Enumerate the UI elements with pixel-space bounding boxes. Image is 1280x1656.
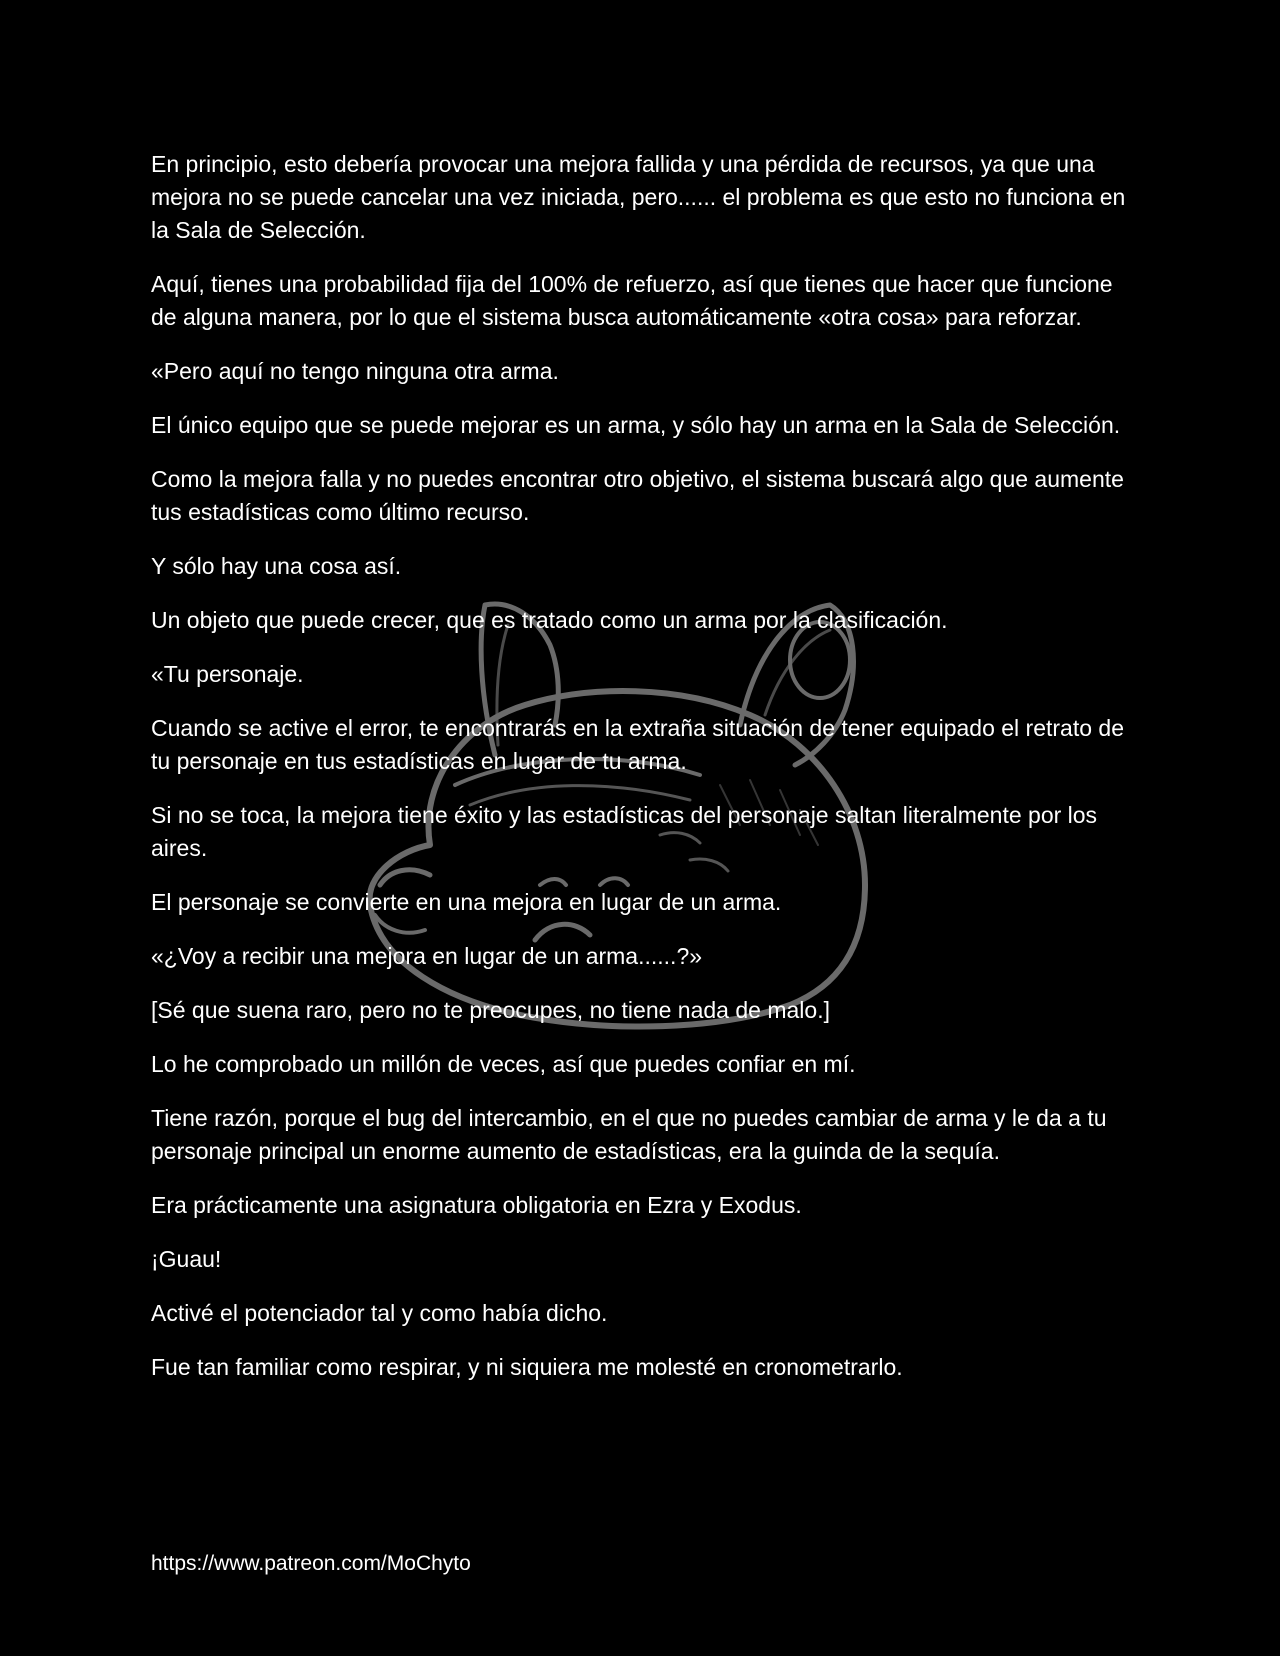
- paragraph: Cuando se active el error, te encontrarás en la extraña situación de tener equipado el retrato de tu personaje en tus estadísticas en lugar de tu arma.: [151, 715, 1124, 774]
- paragraph: Aquí, tienes una probabilidad fija del 100% de refuerzo, así que tienes que hacer que funcione de alguna manera, por lo que el sistema busca automáticamente «otra cosa» para reforzar.: [151, 271, 1113, 330]
- paragraph: Un objeto que puede crecer, que es tratado como un arma por la clasificación.: [151, 607, 948, 633]
- paragraph: ¡Guau!: [151, 1246, 222, 1272]
- paragraph: El único equipo que se puede mejorar es un arma, y sólo hay un arma en la Sala de Selección.: [151, 412, 1121, 438]
- patreon-link[interactable]: https://www.patreon.com/MoChyto: [151, 1552, 471, 1575]
- paragraph: Y sólo hay una cosa así.: [151, 553, 402, 579]
- paragraph: Tiene razón, porque el bug del intercambio, en el que no puedes cambiar de arma y le da a tu personaje principal un enorme aumento de estadísticas, era la guinda de la sequía.: [151, 1105, 1107, 1164]
- paragraph: El personaje se convierte en una mejora en lugar de un arma.: [151, 889, 782, 915]
- paragraph: Activé el potenciador tal y como había dicho.: [151, 1300, 608, 1326]
- paragraph: «¿Voy a recibir una mejora en lugar de un arma......?»: [151, 943, 703, 969]
- paragraph: Si no se toca, la mejora tiene éxito y las estadísticas del personaje saltan literalmente por los aires.: [151, 802, 1098, 861]
- paragraph: Fue tan familiar como respirar, y ni siquiera me molesté en cronometrarlo.: [151, 1354, 903, 1380]
- chapter-text: [151, 148, 1131, 1405]
- paragraph: «Pero aquí no tengo ninguna otra arma.: [151, 358, 559, 384]
- paragraph: Era prácticamente una asignatura obligatoria en Ezra y Exodus.: [151, 1192, 802, 1218]
- paragraph: [Sé que suena raro, pero no te preocupes, no tiene nada de malo.]: [151, 997, 830, 1023]
- paragraph: En principio, esto debería provocar una mejora fallida y una pérdida de recursos, ya que una mejora no se puede cancelar una vez iniciada, pero...... el problema es que esto no funciona en la Sala de Selección.: [151, 151, 1126, 243]
- paragraph: Como la mejora falla y no puedes encontrar otro objetivo, el sistema buscará algo que aumente tus estadísticas como último recurso.: [151, 466, 1124, 525]
- paragraph: Lo he comprobado un millón de veces, así que puedes confiar en mí.: [151, 1051, 856, 1077]
- paragraph: «Tu personaje.: [151, 661, 304, 687]
